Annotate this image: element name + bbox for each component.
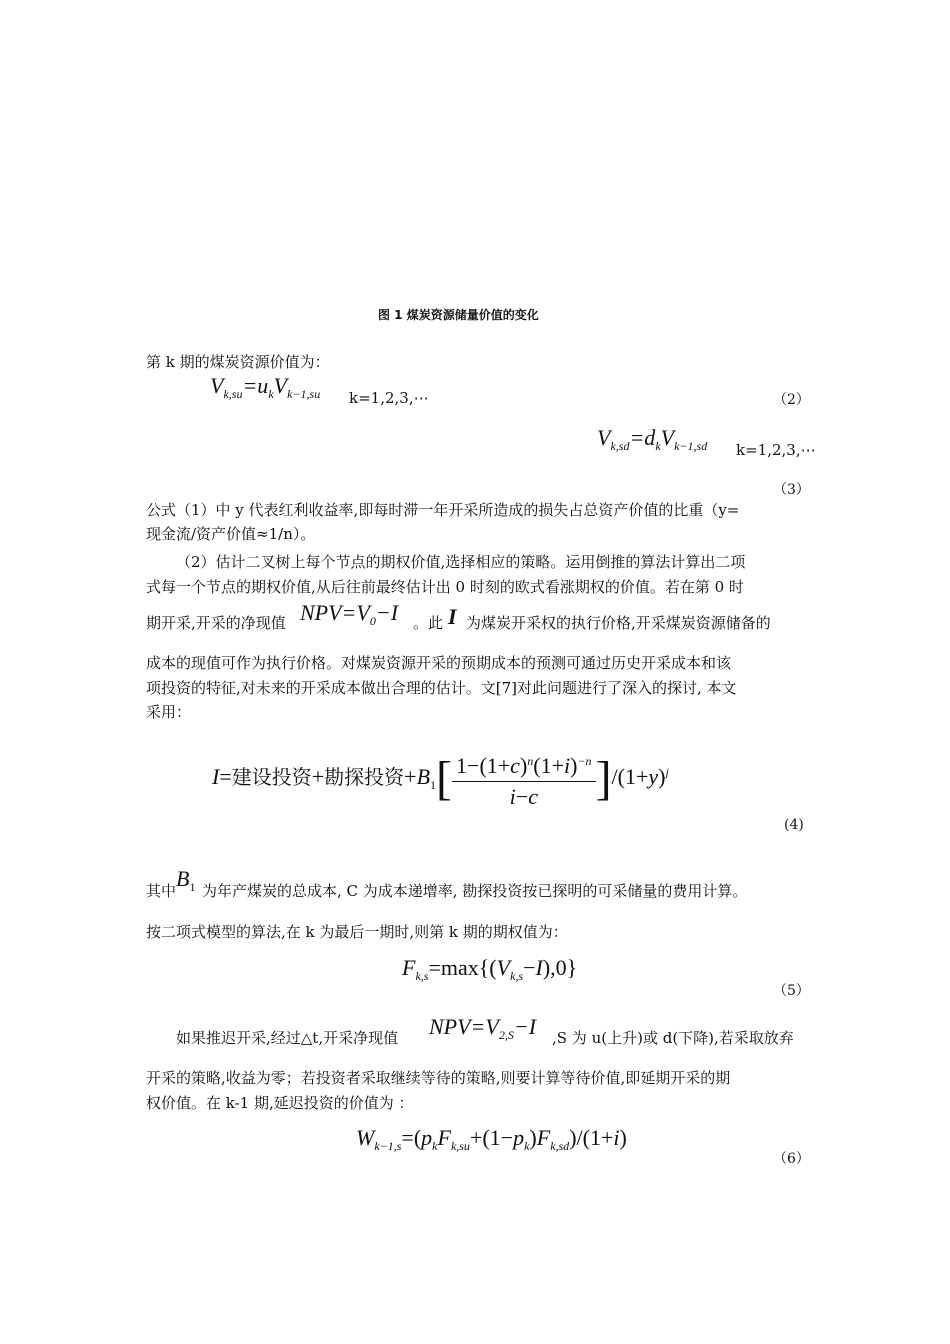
equation-3: $V_{k,sd}=d_kV_{k-1,sd}$ bbox=[597, 425, 708, 453]
paragraph-2-line-3b: 。此 bbox=[413, 614, 444, 632]
npv-formula-2: $NPV=V_{2,S}-I$ bbox=[429, 1014, 537, 1042]
equation-5: $F_{k,s}=\max\{(V_{k,s}-I),0\}$ bbox=[402, 955, 578, 983]
paragraph-2-line-5: 项投资的特征,对未来的开采成本做出合理的估计。文[7]对此问题进行了深入的探讨, 本文 bbox=[146, 679, 737, 697]
paragraph-3-b: 为年产煤炭的总成本, C 为成本递增率, 勘探投资按已探明的可采储量的费用计算。 bbox=[202, 882, 748, 900]
paragraph-5-line-2: 开采的策略,收益为零；若投资者采取继续等待的策略,则要计算等待价值,即延期开采的期 bbox=[146, 1069, 731, 1087]
paragraph-1-line-1: 公式（1）中 y 代表红利收益率,即每时滞一年开采所造成的损失占总资产价值的比重（y= bbox=[146, 501, 740, 519]
symbol-i: I bbox=[448, 604, 457, 629]
paragraph-5-line-3: 权价值。在 k-1 期,延迟投资的价值为 ： bbox=[146, 1094, 414, 1112]
figure-caption: 图 1 煤炭资源储量价值的变化 bbox=[378, 308, 539, 322]
npv-formula: $NPV=V_0-I$ bbox=[300, 600, 399, 628]
equation-5-number: （5） bbox=[773, 983, 810, 999]
paragraph-2-line-4: 成本的现值可作为执行价格。对煤炭资源开采的预期成本的预测可通过历史开采成本和该 bbox=[146, 654, 732, 672]
paragraph-2-line-3a: 期开采,开采的净现值 bbox=[146, 614, 286, 632]
intro-text: 第 k 期的煤炭资源价值为： bbox=[146, 353, 330, 371]
paragraph-5-line-1b: ,S 为 u(上升)或 d(下降),若采取放弃 bbox=[552, 1029, 794, 1047]
paragraph-2-line-3c: 为煤炭开采权的执行价格,开采煤炭资源储备的 bbox=[466, 614, 771, 632]
equation-2-range: k=1,2,3,⋯ bbox=[349, 389, 429, 407]
equation-4-number: (4) bbox=[784, 817, 804, 833]
equation-2: $V_{k,su}=u_kV_{k-1,su}$ bbox=[210, 373, 321, 401]
equation-4: I=建设投资+勘探投资$+B_1$[ $\frac{1-(1+c)^n(1+i)^{-n}}{i-c}$ ]$/(1+y)^j$ bbox=[212, 742, 669, 802]
paragraph-2-line-6: 采用： bbox=[146, 703, 192, 721]
paragraph-2-line-2: 式每一个节点的期权价值,从后往前最终估计出 0 时刻的欧式看涨期权的价值。若在第 0 时 bbox=[146, 578, 744, 596]
paragraph-2-line-1: （2）估计二叉树上每个节点的期权价值,选择相应的策略。运用倒推的算法计算出二项 bbox=[176, 553, 746, 571]
equation-4-term-2: 勘探投资 bbox=[324, 765, 405, 789]
equation-4-term-1: 建设投资 bbox=[231, 765, 312, 789]
paragraph-3-a: 其中 bbox=[146, 882, 177, 900]
equation-3-number: （3） bbox=[773, 482, 810, 498]
equation-3-range: k=1,2,3,⋯ bbox=[736, 441, 816, 459]
equation-6: $W_{k-1,s}=(p_kF_{k,su}+(1-p_k)F_{k,sd})/(1+i)$ bbox=[356, 1125, 627, 1153]
paragraph-1-line-2: 现金流/资产价值≈1/n）。 bbox=[146, 525, 316, 543]
equation-6-number: （6） bbox=[773, 1151, 810, 1167]
paragraph-5-line-1a: 如果推迟开采,经过△t,开采净现值 bbox=[176, 1029, 399, 1047]
equation-2-number: （2） bbox=[773, 392, 810, 408]
symbol-b1: $B_1$ bbox=[176, 866, 196, 894]
paragraph-4: 按二项式模型的算法,在 k 为最后一期时,则第 k 期的期权值为： bbox=[146, 923, 568, 941]
